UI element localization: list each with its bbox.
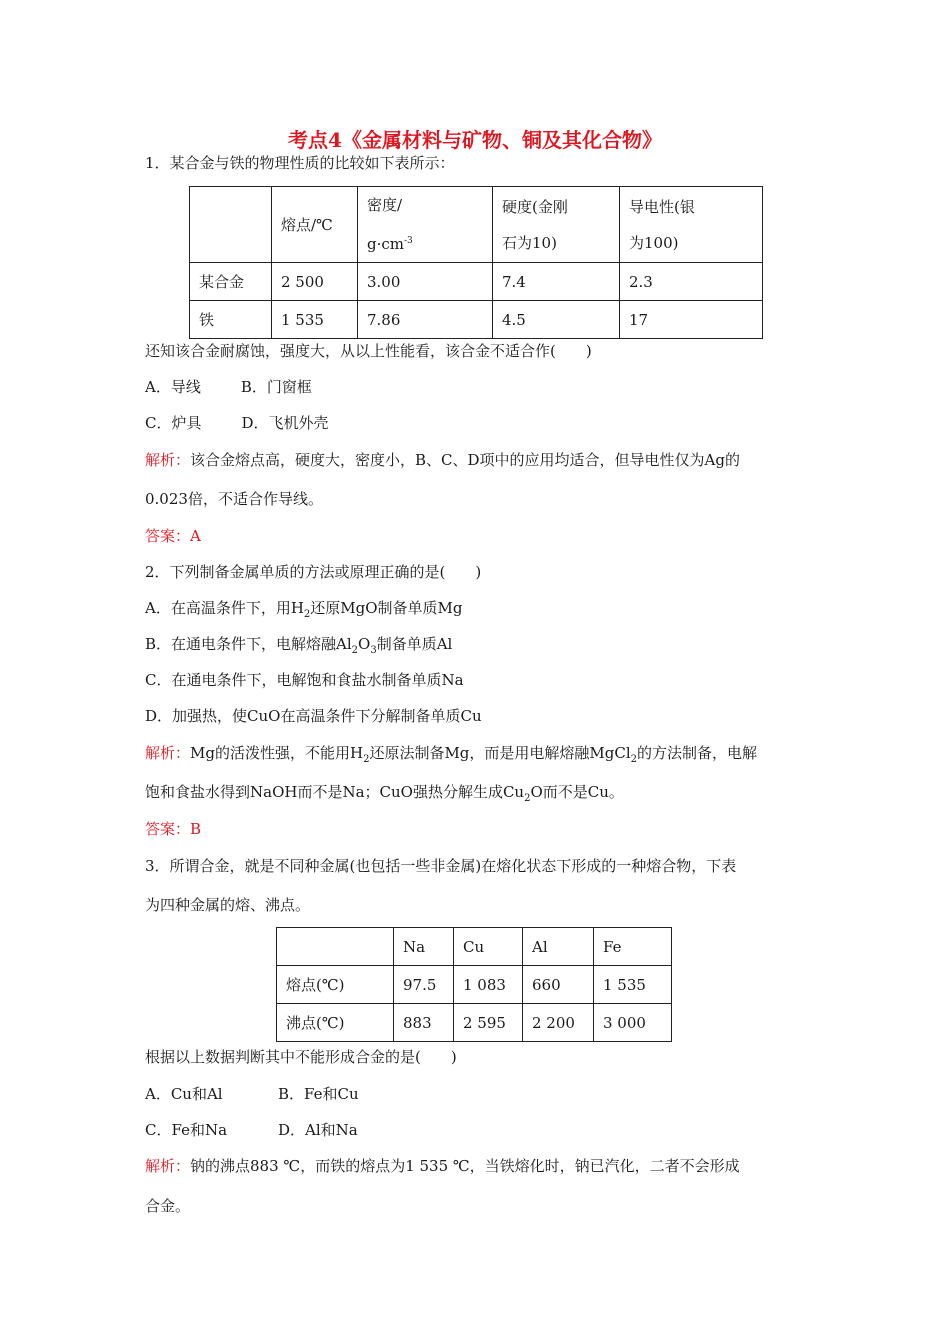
analysis-label: 解析： [145,744,191,762]
q1-stem: 1．某合金与铁的物理性质的比较如下表所示： [145,154,455,172]
q1-options-ab [145,376,312,397]
q3-option-a: A．Cu和Al [145,1085,223,1103]
q1-option-a: A．导线 [145,378,201,396]
q3-question: 根据以上数据判断其中不能形成合金的是( ) [145,1048,457,1066]
q2-option-d: D．加强热，使CuO在高温条件下分解制备单质Cu [145,707,482,725]
table-cell-line [367,223,492,262]
analysis-text: 该合金熔点高，硬度大，密度小，B、C、D项中的应用均适合，但导电性仅为Ag的 [190,451,740,469]
analysis-text: O而不是Cu。 [530,783,624,801]
analysis-text: 饱和食盐水得到NaOH而不是Na；CuO强热分解生成Cu [145,783,525,801]
q3-options-ab [145,1083,359,1104]
q2-answer [145,818,201,839]
q1-analysis-cont: 0.023倍，不适合作导线。 [145,490,323,508]
subscript: 2 [303,609,311,620]
answer-label: 答案： [145,527,191,545]
subscript: 2 [630,754,638,765]
page-title: 考点4《金属材料与矿物、铜及其化合物》 [288,128,662,152]
option-text: 制备单质Al [376,635,453,653]
table-cell: 1 083 [454,966,523,1004]
table-row [190,187,763,263]
option-text: O [358,635,371,653]
q1-table [189,186,763,339]
table-cell: 2 595 [454,1004,523,1042]
analysis-text: 还原法制备Mg，而是用电解熔融MgCl [369,744,631,762]
q1-option-b: B．门窗框 [240,378,312,396]
q2-option-a [145,597,463,620]
q1-question: 还知该合金耐腐蚀，强度大，从以上性能看，该合金不适合作( ) [145,342,592,360]
q1-option-c: C．炉具 [145,414,202,432]
q1-answer [145,525,201,546]
subscript: 2 [351,645,359,656]
table-cell: Fe [594,928,672,966]
q2-option-b [145,633,452,656]
table-cell: 2 500 [272,263,358,301]
q3-stem: 3．所谓合金，就是不同种金属(也包括一些非金属)在熔化状态下形成的一种熔合物，下表 [145,857,737,875]
table-cell: 1 535 [594,966,672,1004]
table-cell: 97.5 [394,966,454,1004]
table-cell: 3 000 [594,1004,672,1042]
table-row [190,263,763,301]
table-cell: Al [523,928,594,966]
analysis-label: 解析： [145,451,191,469]
table-cell: Na [394,928,454,966]
option-text: B．在通电条件下，电解熔融Al [145,635,352,653]
unit-text: g·cm [367,235,404,253]
table-cell [277,928,394,966]
analysis-text: 的方法制备，电解 [637,744,758,762]
table-row [277,1004,672,1042]
unit-exponent: -3 [404,236,413,246]
q3-options-cd [145,1119,358,1140]
q3-option-b: B．Fe和Cu [278,1085,359,1103]
option-text: 还原MgO制备单质Mg [310,599,463,617]
table-cell: Cu [454,928,523,966]
q1-option-d: D．飞机外壳 [241,414,329,432]
table-cell: 沸点(℃) [277,1004,394,1042]
q3-analysis-cont: 合金。 [145,1197,191,1215]
subscript: 2 [524,793,531,804]
table-cell-line: 石为10) [502,233,557,252]
analysis-label: 解析： [145,1157,191,1175]
answer-label: 答案： [145,820,191,838]
table-cell: 17 [620,301,763,339]
table-cell: 4.5 [493,301,620,339]
answer-value: A [190,527,201,545]
table-cell: 2.3 [620,263,763,301]
table-cell-line: 为100) [629,233,679,252]
q3-option-c: C．Fe和Na [145,1121,228,1139]
table-cell: 2 200 [523,1004,594,1042]
q2-analysis-cont [145,781,624,804]
q1-options-cd [145,412,329,433]
table-cell: 某合金 [190,263,272,301]
table-row [190,301,763,339]
table-cell: 铁 [190,301,272,339]
table-cell [620,187,763,263]
table-row [277,966,672,1004]
analysis-text: 钠的沸点883 ℃，而铁的熔点为1 535 ℃，当铁熔化时，钠已汽化，二者不会形成 [190,1157,740,1175]
q2-stem: 2．下列制备金属单质的方法或原理正确的是( ) [145,563,482,581]
table-cell: 1 535 [272,301,358,339]
q3-analysis [145,1155,740,1176]
table-row [277,928,672,966]
table-cell-line: 硬度(金刚 [502,197,568,216]
table-cell-line: 密度/ [367,196,403,214]
q2-option-c: C．在通电条件下，电解饱和食盐水制备单质Na [145,671,464,689]
table-cell: 7.86 [358,301,493,339]
table-cell: 熔点(℃) [277,966,394,1004]
q3-option-d: D．Al和Na [278,1121,358,1139]
table-cell: 3.00 [358,263,493,301]
table-cell [190,187,272,263]
q2-analysis [145,742,757,765]
q3-table [276,927,672,1042]
subscript: 2 [363,754,370,765]
table-cell: 660 [523,966,594,1004]
answer-value: B [190,820,202,838]
table-cell: 883 [394,1004,454,1042]
analysis-text: Mg的活泼性强，不能用H [190,744,364,762]
table-cell [493,187,620,263]
subscript: 3 [370,645,377,656]
table-cell: 7.4 [493,263,620,301]
table-cell-line: 导电性(银 [629,197,695,216]
table-cell [358,187,493,263]
q3-stem-cont: 为四种金属的熔、沸点。 [145,896,311,914]
table-cell: 熔点/℃ [272,187,358,263]
q1-analysis [145,449,740,470]
option-text: A．在高温条件下，用H [145,599,304,617]
